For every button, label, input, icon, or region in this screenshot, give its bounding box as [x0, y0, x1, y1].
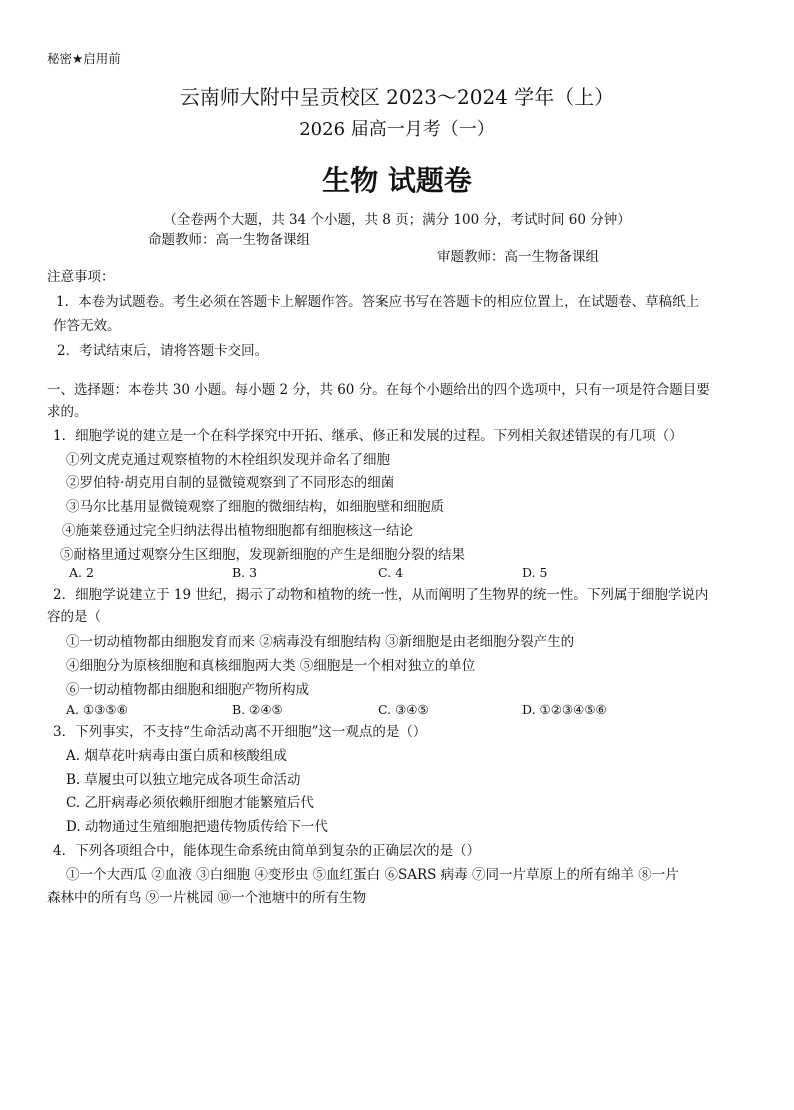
question-2-option-a: A. ①③⑤⑥ [66, 702, 128, 717]
question-1-option-d: D. 5 [522, 565, 548, 580]
question-1-statement: ②罗伯特·胡克用自制的显微镜观察到了不同形态的细菌 [66, 475, 395, 491]
section-heading-cont: 求的。 [47, 404, 88, 420]
section-heading: 一、选择题：本卷共 30 小题。每小题 2 分，共 60 分。在每个小题给出的四个选项中，只有一项是符合题目要 [47, 382, 710, 398]
question-1-option-c: C. 4 [378, 565, 404, 580]
question-3-option-d: D. 动物通过生殖细胞把遗传物质传给下一代 [66, 819, 328, 835]
exam-title-school: 云南师大附中呈贡校区 2023～2024 学年（上） [179, 85, 615, 109]
question-1-statement: ⑤耐格里通过观察分生区细胞，发现新细胞的产生是细胞分裂的结果 [60, 547, 465, 563]
question-2-statement: ④细胞分为原核细胞和真核细胞两大类 ⑤细胞是一个相对独立的单位 [66, 658, 476, 674]
question-1-statement: ①列文虎克通过观察植物的木栓组织发现并命名了细胞 [66, 452, 390, 468]
question-2-option-b: B. ②④⑤ [232, 702, 283, 717]
question-2-statement: ①一切动植物都由细胞发育而来 ②病毒没有细胞结构 ③新细胞是由老细胞分裂产生的 [66, 634, 575, 650]
question-4-items: ①一个大西瓜 ②血液 ③白细胞 ④变形虫 ⑤血红蛋白 ⑥SARS 病毒 ⑦同一片草原上的所有绵羊 ⑧一片 [66, 867, 679, 883]
question-2-option-c: C. ③④⑤ [378, 702, 429, 717]
question-1-statement: ④施莱登通过完全归纳法得出植物细胞都有细胞核这一结论 [62, 523, 413, 539]
notice-item-1-cont: 作答无效。 [53, 318, 121, 334]
question-1-option-a: A. 2 [69, 565, 94, 580]
question-1-stem: 1．细胞学说的建立是一个在科学探究中开拓、继承、修正和发展的过程。下列相关叙述错误的有几项（） [53, 428, 683, 444]
reviewer-label: 审题教师：高一生物备课组 [437, 249, 599, 265]
notice-item-1: 1．本卷为试题卷。考生必须在答题卡上解题作答。答案应书写在答题卡的相应位置上，在试题卷、草稿纸上 [56, 294, 700, 310]
exam-title-month: 2026 届高一月考（一） [299, 119, 495, 140]
question-3-option-a: A. 烟草花叶病毒由蛋白质和核酸组成 [66, 748, 287, 764]
question-3-stem: 3．下列事实，不支持“生命活动离不开细胞”这一观点的是（） [53, 724, 427, 740]
question-1-option-b: B. 3 [232, 565, 258, 580]
question-1-statement: ③马尔比基用显微镜观察了细胞的微细结构，如细胞壁和细胞质 [66, 499, 444, 515]
question-2-stem: 2．细胞学说建立于 19 世纪，揭示了动物和植物的统一性，从而阐明了生物界的统一性。下列属于细胞学说内 [53, 587, 709, 603]
exam-info: （全卷两个大题，共 34 个小题，共 8 页；满分 100 分，考试时间 60 分钟） [163, 212, 631, 228]
setter-label: 命题教师：高一生物备课组 [148, 232, 310, 248]
notice-heading: 注意事项： [47, 269, 115, 285]
notice-item-2: 2．考试结束后，请将答题卡交回。 [57, 343, 269, 359]
question-3-option-c: C. 乙肝病毒必须依赖肝细胞才能繁殖后代 [66, 795, 314, 811]
question-2-statement: ⑥一切动植物都由细胞和细胞产物所构成 [66, 682, 309, 698]
exam-title-subject: 生物 试题卷 [322, 164, 472, 197]
question-4-items-cont: 森林中的所有鸟 ⑨一片桃园 ⑩一个池塘中的所有生物 [47, 890, 367, 906]
question-3-option-b: B. 草履虫可以独立地完成各项生命活动 [66, 772, 301, 788]
question-2-stem-cont: 容的是（ [47, 609, 101, 625]
question-2-option-d: D. ①②③④⑤⑥ [522, 702, 607, 717]
question-4-stem: 4．下列各项组合中，能体现生命系统由简单到复杂的正确层次的是（） [53, 843, 481, 859]
secret-label: 秘密★启用前 [47, 51, 121, 66]
